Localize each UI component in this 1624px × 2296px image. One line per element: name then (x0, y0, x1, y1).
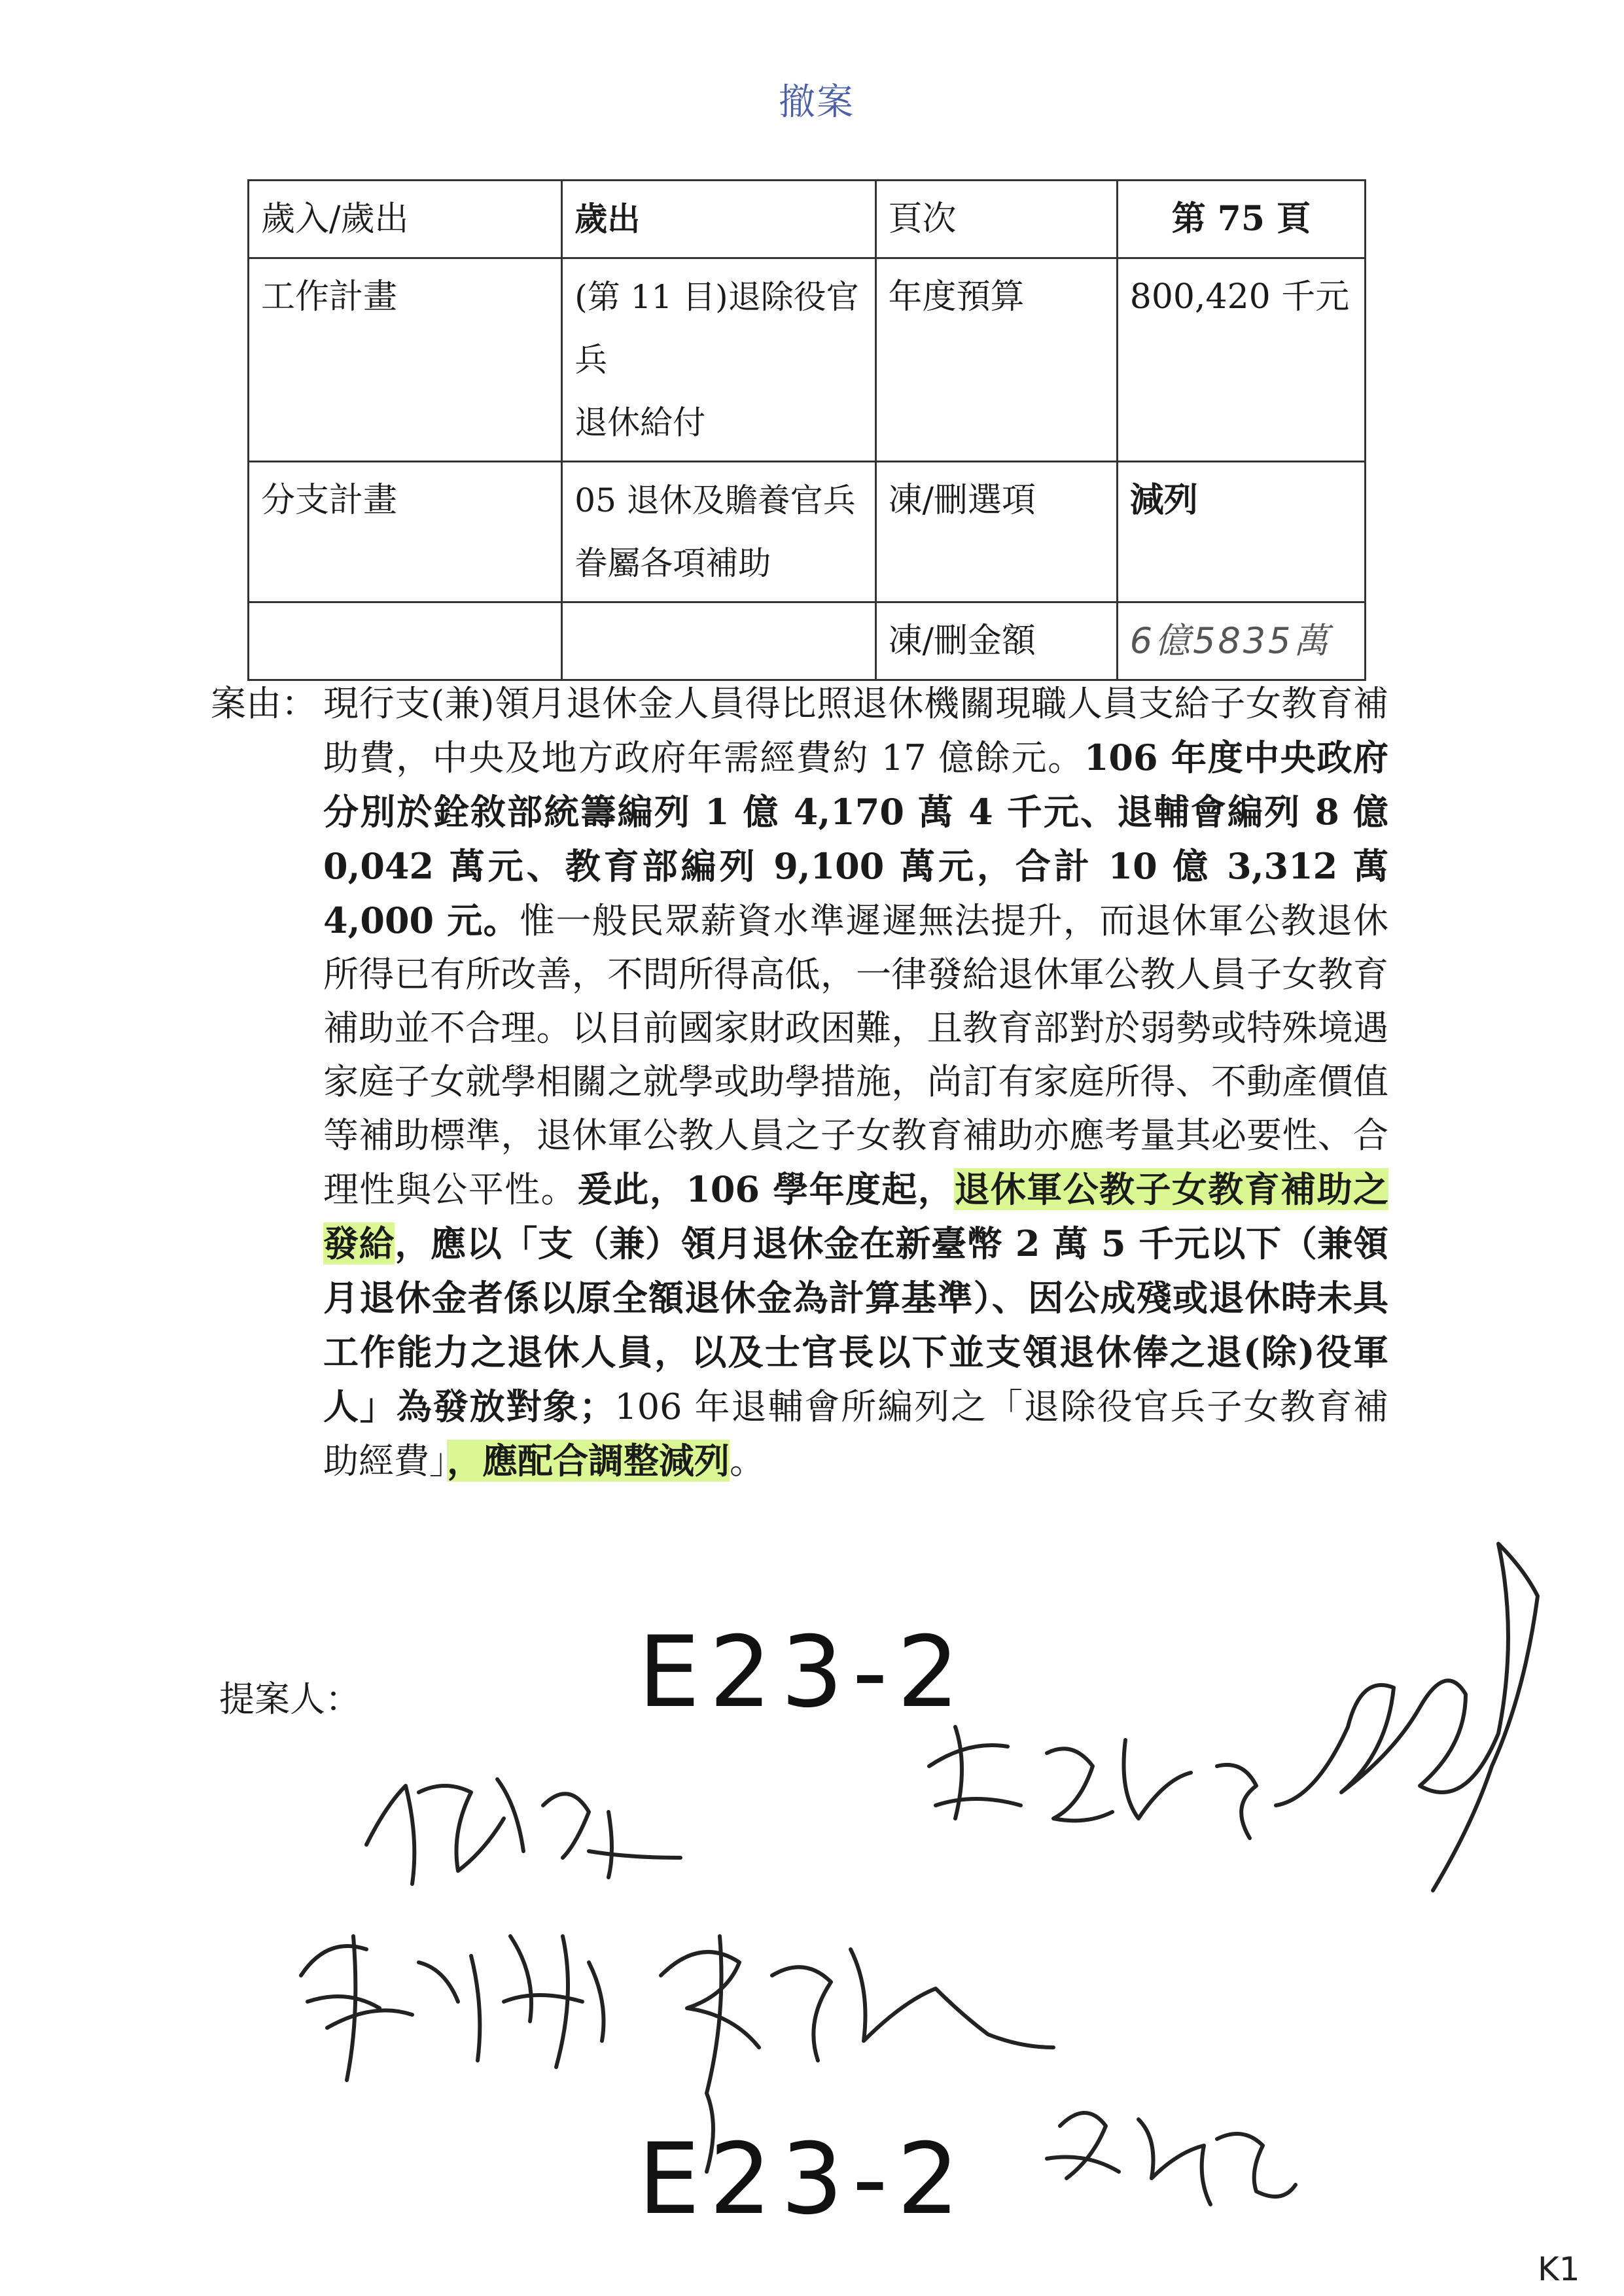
proposer-label: 提案人： (219, 1679, 361, 1720)
reason-text-bold: 106 年度中央政府分別於銓敘部統籌編列 1 億 4,170 萬 4 千元、退輔會編列 8 億 0,042 萬元、教育部編列 9,100 萬元，合計 10 億 3,312 萬 4,000 元。 (323, 737, 1388, 941)
value-line: (第 11 目)退除役官兵 (574, 278, 859, 379)
highlighted-text: 退休軍公教子女教育補助之發給 (323, 1168, 1388, 1264)
corner-mark: K1 (1538, 2250, 1580, 2288)
signature-stroke (301, 1936, 604, 2080)
label-cell: 年度預算 (875, 258, 1117, 462)
label-cell: 分支計畫 (249, 462, 562, 602)
value-cell: 第 75 頁 (1117, 181, 1365, 258)
handwritten-amount: 6億5835萬 (1117, 602, 1365, 680)
reason-text: 。 (730, 1440, 765, 1482)
value-line: 05 退休及贍養官兵 (574, 481, 856, 519)
handwritten-code: E23-2 (638, 2123, 969, 2236)
label-cell: 凍/刪選項 (875, 462, 1117, 602)
reason-text: 現行支(兼)領月退休金人員得比照退休機關現職人員支給子女教育補助費，中央及地方政府年需經費約 17 億餘元。 (323, 683, 1388, 778)
label-cell: 工作計畫 (249, 258, 562, 462)
signature-stroke (1276, 1544, 1538, 1890)
signature-stroke (661, 1936, 1053, 2172)
label-cell: 凍/刪金額 (875, 602, 1117, 680)
reason-text: 106 年退輔會所編列之「退除役官兵子女教育補助經費」 (323, 1386, 1389, 1482)
signature-stroke (929, 1727, 1256, 1838)
value-line: 退休給付 (574, 404, 706, 442)
value-cell: 800,420 千元 (1117, 258, 1365, 462)
value-cell: 歲出 (562, 181, 875, 258)
highlighted-text: ，應配合調整減列 (447, 1440, 730, 1482)
signature-stroke (1047, 2113, 1296, 2204)
value-line: 眷屬各項補助 (574, 544, 771, 582)
reason-text-bold: 爰此，106 學年度起， (576, 1168, 955, 1210)
label-cell: 頁次 (875, 181, 1117, 258)
withdrawn-stamp: 撤案 (779, 81, 855, 124)
value-cell: 減列 (1117, 462, 1365, 602)
label-cell: 歲入/歲出 (249, 181, 562, 258)
reason-text-bold: ，應以「支（兼）領月退休金在新臺幣 2 萬 5 千元以下（兼領月退休金者係以原全額退休金為計算基準）、因公成殘或退休時未具工作能力之退休人員，以及士官長以下並支領退休俸之退(除)役軍人」為發放對象； (323, 1223, 1389, 1427)
reason-text: 惟一般民眾薪資水準遲遲無法提升，而退休軍公教退休所得已有所改善，不問所得高低，一律發給退休軍公教人員子女教育補助並不合理。以目前國家財政困難，且教育部對於弱勢或特殊境遇家庭子女就學相關之就學或助學措施，尚訂有家庭所得、不動產價值等補助標準，退休軍公教人員之子女教育補助亦應考量其必要性、合理性與公平性。 (323, 900, 1388, 1210)
handwritten-code: E23-2 (638, 1616, 969, 1730)
reason-label: 案由： (211, 683, 317, 724)
signature-stroke (366, 1779, 680, 1884)
